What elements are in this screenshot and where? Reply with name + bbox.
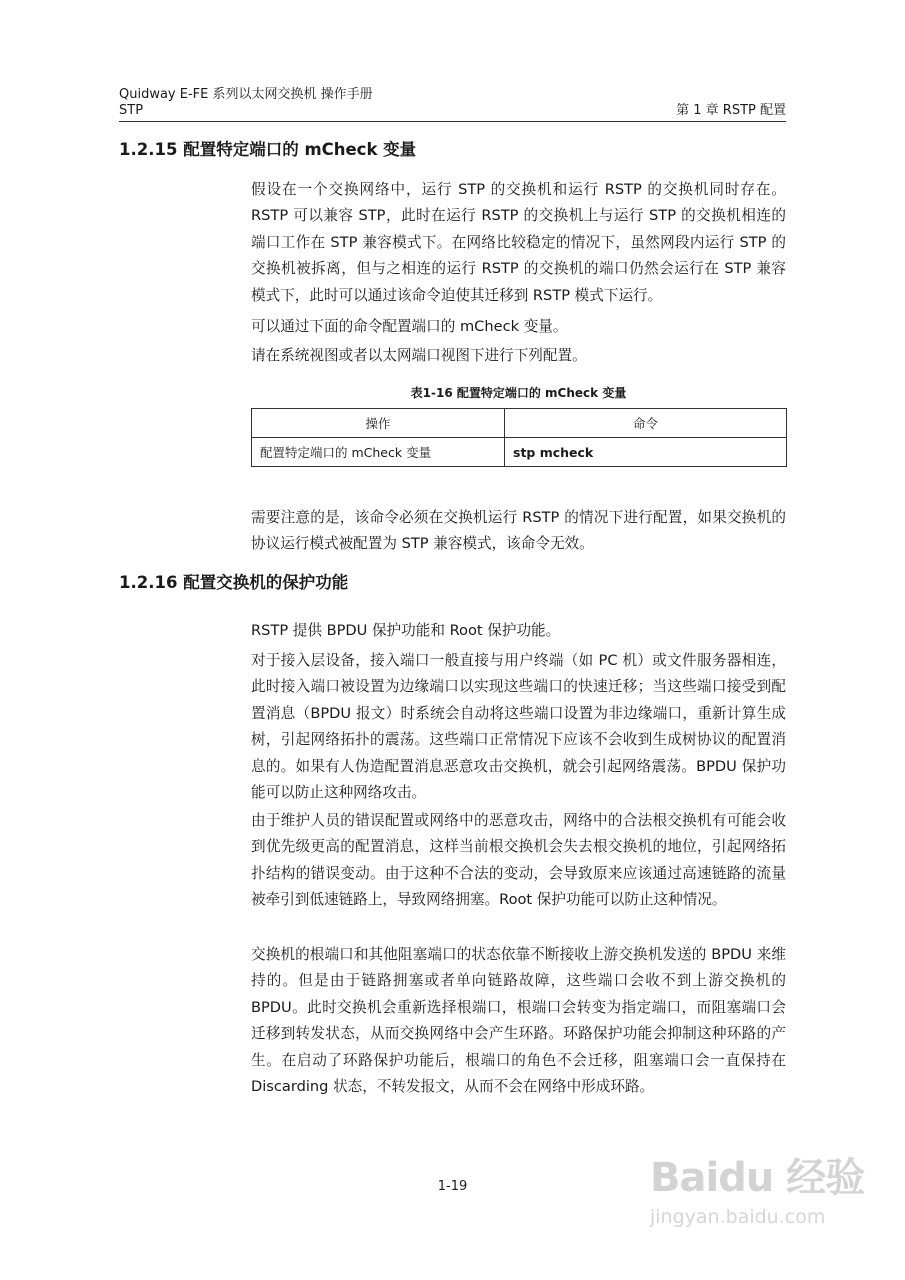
table-row <box>252 438 787 467</box>
watermark-url: jingyan.baidu.com <box>650 1206 826 1228</box>
mcheck-config-table <box>251 408 787 467</box>
watermark-logo: Baidu 经验 <box>650 1155 865 1201</box>
mcheck-note-paragraph: 需要注意的是，该命令必须在交换机运行 RSTP 的情况下进行配置，如果交换机的协议运行模式被配置为 STP 兼容模式，该命令无效。 <box>251 509 786 553</box>
bpdu-protection-paragraph: 对于接入层设备，接入端口一般直接与用户终端（如 PC 机）或文件服务器相连，此时接入端口被设置为边缘端口以实现这些端口的快速迁移；当这些端口接受到配置消息（BPDU 报文）时系统会自动将这些端口设置为非边缘端口，重新计算生成树，引起网络拓扑的震荡。这些端口正常情况下应该不会收到生成树协议的配置消息的。如果有人伪造配置消息恶意攻击交换机，就会引起网络震荡。BPDU 保护功能可以防止这种网络攻击。 <box>251 652 786 802</box>
root-protection-paragraph: 由于维护人员的错误配置或网络中的恶意攻击，网络中的合法根交换机有可能会收到优先级更高的配置消息，这样当前根交换机会失去根交换机的地位，引起网络拓扑结构的错误变动。由于这种不合法的变动，会导致原来应该通过高速链路的流量被牵引到低速链路上，导致网络拥塞。Root 保护功能可以防止这种情况。 <box>251 812 786 909</box>
table-header-operation: 操作 <box>252 409 505 438</box>
table-header-row <box>252 409 787 438</box>
mcheck-command-paragraph: 可以通过下面的命令配置端口的 mCheck 变量。 <box>251 318 568 335</box>
table-cell-command: stp mcheck <box>505 438 787 467</box>
running-header <box>119 103 786 121</box>
section-heading-protection: 1.2.16 配置交换机的保护功能 <box>119 573 349 592</box>
header-divider <box>119 121 786 122</box>
mcheck-view-paragraph: 请在系统视图或者以太网端口视图下进行下列配置。 <box>251 347 587 364</box>
section-heading-mcheck: 1.2.15 配置特定端口的 mCheck 变量 <box>119 140 417 159</box>
protection-intro-paragraph: RSTP 提供 BPDU 保护功能和 Root 保护功能。 <box>251 622 561 639</box>
document-title: Quidway E-FE 系列以太网交换机 操作手册 <box>119 87 373 102</box>
mcheck-intro-paragraph: 假设在一个交换网络中，运行 STP 的交换机和运行 RSTP 的交换机同时存在。RSTP 可以兼容 STP，此时在运行 RSTP 的交换机上与运行 STP 的交换机相连的端口工作在 STP 兼容模式下。在网络比较稳定的情况下，虽然网段内运行 STP 的交换机被拆离，但与之相连的运行 RSTP 的交换机的端口仍然会运行在 STP 兼容模式下，此时可以通过该命令迫使其迁移到 RSTP 模式下运行。 <box>251 181 786 304</box>
table-cell-operation: 配置特定端口的 mCheck 变量 <box>252 438 505 467</box>
table-header-command: 命令 <box>505 409 787 438</box>
page-number: 1-19 <box>437 1179 468 1194</box>
header-chapter: 第 1 章 RSTP 配置 <box>676 103 786 118</box>
table-caption: 表1-16 配置特定端口的 mCheck 变量 <box>410 386 627 400</box>
loop-protection-paragraph: 交换机的根端口和其他阻塞端口的状态依靠不断接收上游交换机发送的 BPDU 来维持的。但是由于链路拥塞或者单向链路故障，这些端口会收不到上游交换机的 BPDU。此时交换机会重新选择根端口，根端口会转变为指定端口，而阻塞端口会迁移到转发状态，从而交换网络中会产生环路。环路保护功能会抑制这种环路的产生。在启动了环路保护功能后，根端口的角色不会迁移，阻塞端口会一直保持在 Discarding 状态，不转发报文，从而不会在网络中形成环路。 <box>251 946 786 1096</box>
header-section: STP <box>119 103 144 118</box>
baidu-watermark <box>640 1140 865 1250</box>
